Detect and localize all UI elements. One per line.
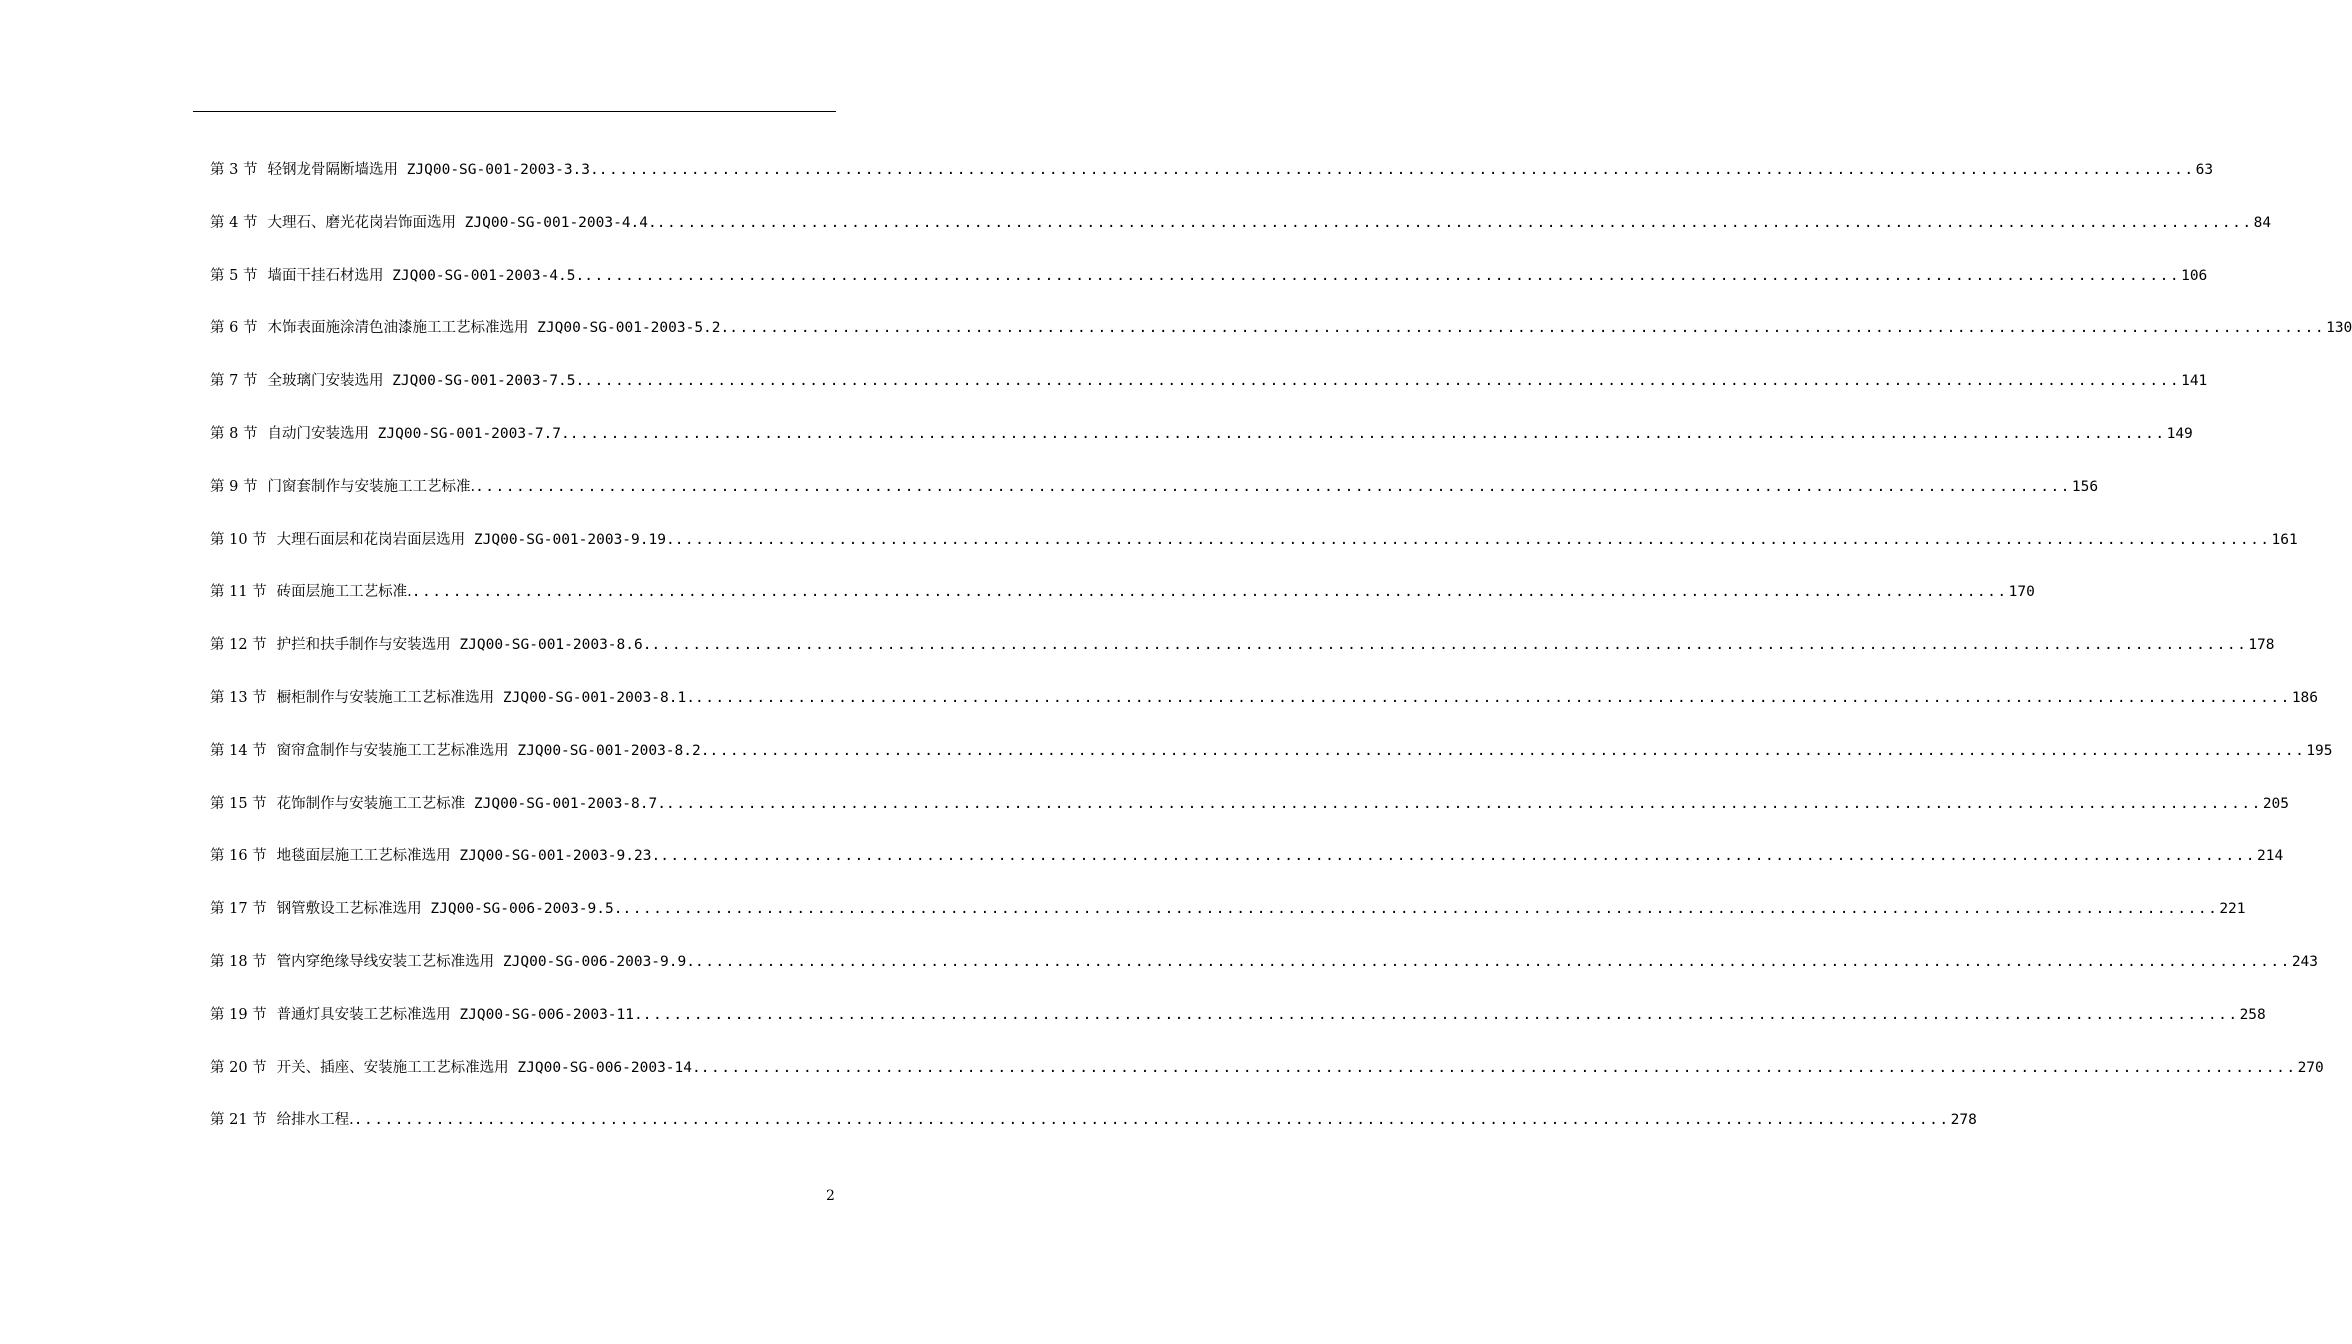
toc-entry-section-19[interactable] xyxy=(210,1003,2266,1056)
toc-dot-leader xyxy=(660,844,2256,868)
toc-dot-leader xyxy=(354,1108,1950,1132)
toc-section-label: 第 20 节 xyxy=(210,1059,267,1076)
toc-title: 给排水工程. xyxy=(276,1112,354,1129)
toc-section-label: 第 19 节 xyxy=(210,1006,267,1023)
toc-page-number: 221 xyxy=(2219,901,2246,918)
toc-title: 地毯面层施工工艺标准选用 ZJQ00-SG-001-2003-9.23. xyxy=(276,848,661,865)
toc-entry-section-21[interactable] xyxy=(210,1108,1977,1161)
toc-title: 管内穿绝缘导线安装工艺标准选用 ZJQ00-SG-006-2003-9.9. xyxy=(276,953,695,970)
toc-page-number: 161 xyxy=(2271,531,2298,548)
toc-title: 砖面层施工工艺标准. xyxy=(276,584,412,601)
toc-dot-leader xyxy=(666,792,2262,816)
toc-section-label: 第 8 节 xyxy=(210,425,258,442)
toc-page-number: 63 xyxy=(2195,162,2214,178)
header-rule xyxy=(193,111,836,112)
toc-section-label: 第 7 节 xyxy=(210,373,258,390)
toc-entry-section-17[interactable] xyxy=(210,897,2246,950)
toc-page-number: 130 xyxy=(2326,320,2352,337)
toc-section-label: 第 12 节 xyxy=(210,637,267,654)
toc-section-label: 第 18 节 xyxy=(210,953,267,970)
toc-page-number: 84 xyxy=(2253,214,2272,231)
toc-page-number: 106 xyxy=(2181,267,2208,284)
toc-dot-leader xyxy=(599,158,2195,182)
toc-page-number: 170 xyxy=(2008,584,2035,601)
toc-entry-section-15[interactable] xyxy=(210,792,2290,845)
toc-dot-leader xyxy=(643,1003,2239,1027)
toc-entry-section-4[interactable] xyxy=(210,211,2272,264)
toc-entry-section-14[interactable] xyxy=(210,739,2333,792)
toc-dot-leader xyxy=(622,897,2218,921)
toc-section-label: 第 11 节 xyxy=(210,584,267,601)
toc-title: 普通灯具安装工艺标准选用 ZJQ00-SG-006-2003-11. xyxy=(276,1006,643,1023)
toc-title: 轻钢龙骨隔断墙选用 ZJQ00-SG-001-2003-3.3. xyxy=(267,162,599,178)
toc-dot-leader xyxy=(475,475,2071,499)
toc-title: 钢管敷设工艺标准选用 ZJQ00-SG-006-2003-9.5. xyxy=(276,901,623,918)
toc-title: 大理石面层和花岗岩面层选用 ZJQ00-SG-001-2003-9.19. xyxy=(276,531,675,548)
toc-entry-section-9[interactable] xyxy=(210,475,2099,528)
toc-section-label: 第 10 节 xyxy=(210,531,267,548)
toc-title: 墙面干挂石材选用 ZJQ00-SG-001-2003-4.5. xyxy=(267,267,585,284)
toc-section-label: 第 3 节 xyxy=(210,162,258,178)
toc-page-number: 205 xyxy=(2262,795,2290,812)
toc-page-number: 270 xyxy=(2297,1059,2324,1076)
toc-page-number: 186 xyxy=(2291,689,2319,706)
table-of-contents xyxy=(210,158,2352,1161)
toc-page-number: 278 xyxy=(1950,1112,1977,1129)
toc-page-number: 178 xyxy=(2248,637,2275,654)
toc-entry-section-6[interactable] xyxy=(210,316,2352,369)
toc-entry-section-3[interactable] xyxy=(210,158,2214,211)
toc-section-label: 第 21 节 xyxy=(210,1112,267,1129)
toc-dot-leader xyxy=(729,316,2325,340)
toc-title: 橱柜制作与安装施工工艺标准选用 ZJQ00-SG-001-2003-8.1. xyxy=(276,689,695,706)
toc-entry-section-13[interactable] xyxy=(210,686,2319,739)
toc-entry-section-7[interactable] xyxy=(210,369,2208,422)
toc-title: 窗帘盒制作与安装施工工艺标准选用 ZJQ00-SG-001-2003-8.2. xyxy=(276,742,710,759)
toc-entry-section-16[interactable] xyxy=(210,844,2284,897)
toc-dot-leader xyxy=(701,1056,2297,1080)
toc-section-label: 第 17 节 xyxy=(210,901,267,918)
toc-entry-section-5[interactable] xyxy=(210,264,2208,317)
toc-title: 木饰表面施涂清色油漆施工工艺标准选用 ZJQ00-SG-001-2003-5.2. xyxy=(267,320,730,337)
toc-title: 花饰制作与安装施工工艺标准 ZJQ00-SG-001-2003-8.7. xyxy=(276,795,666,812)
toc-dot-leader xyxy=(695,686,2291,710)
toc-dot-leader xyxy=(651,633,2247,657)
toc-dot-leader xyxy=(675,528,2271,552)
page-number: 2 xyxy=(826,1188,835,1204)
toc-page-number: 243 xyxy=(2291,953,2319,970)
toc-page-number: 195 xyxy=(2306,742,2333,759)
toc-section-label: 第 6 节 xyxy=(210,320,258,337)
toc-entry-section-8[interactable] xyxy=(210,422,2193,475)
toc-section-label: 第 9 节 xyxy=(210,478,258,495)
toc-page-number: 214 xyxy=(2257,848,2284,865)
toc-section-label: 第 14 节 xyxy=(210,742,267,759)
toc-section-label: 第 5 节 xyxy=(210,267,258,284)
toc-page-number: 156 xyxy=(2071,478,2099,495)
toc-entry-section-10[interactable] xyxy=(210,528,2298,581)
toc-title: 门窗套制作与安装施工工艺标准. xyxy=(267,478,476,495)
toc-dot-leader xyxy=(570,422,2166,446)
toc-title: 全玻璃门安装选用 ZJQ00-SG-001-2003-7.5. xyxy=(267,373,585,390)
toc-entry-section-18[interactable] xyxy=(210,950,2319,1003)
toc-title: 大理石、磨光花岗岩饰面选用 ZJQ00-SG-001-2003-4.4. xyxy=(267,214,657,231)
toc-entry-section-20[interactable] xyxy=(210,1056,2324,1109)
toc-page-number: 141 xyxy=(2181,373,2208,390)
toc-page-number: 258 xyxy=(2239,1006,2266,1023)
toc-dot-leader xyxy=(695,950,2291,974)
toc-dot-leader xyxy=(584,264,2180,288)
toc-title: 自动门安装选用 ZJQ00-SG-001-2003-7.7. xyxy=(267,425,570,442)
toc-dot-leader xyxy=(412,580,2008,604)
toc-section-label: 第 13 节 xyxy=(210,689,267,706)
toc-dot-leader xyxy=(584,369,2180,393)
toc-section-label: 第 16 节 xyxy=(210,848,267,865)
toc-title: 开关、插座、安装施工工艺标准选用 ZJQ00-SG-006-2003-14. xyxy=(276,1059,701,1076)
toc-entry-section-11[interactable] xyxy=(210,580,2035,633)
toc-page-number: 149 xyxy=(2166,425,2193,442)
toc-dot-leader xyxy=(709,739,2305,763)
toc-dot-leader xyxy=(657,211,2253,235)
toc-section-label: 第 15 节 xyxy=(210,795,267,812)
toc-title: 护拦和扶手制作与安装选用 ZJQ00-SG-001-2003-8.6. xyxy=(276,637,652,654)
toc-entry-section-12[interactable] xyxy=(210,633,2275,686)
toc-section-label: 第 4 节 xyxy=(210,214,258,231)
